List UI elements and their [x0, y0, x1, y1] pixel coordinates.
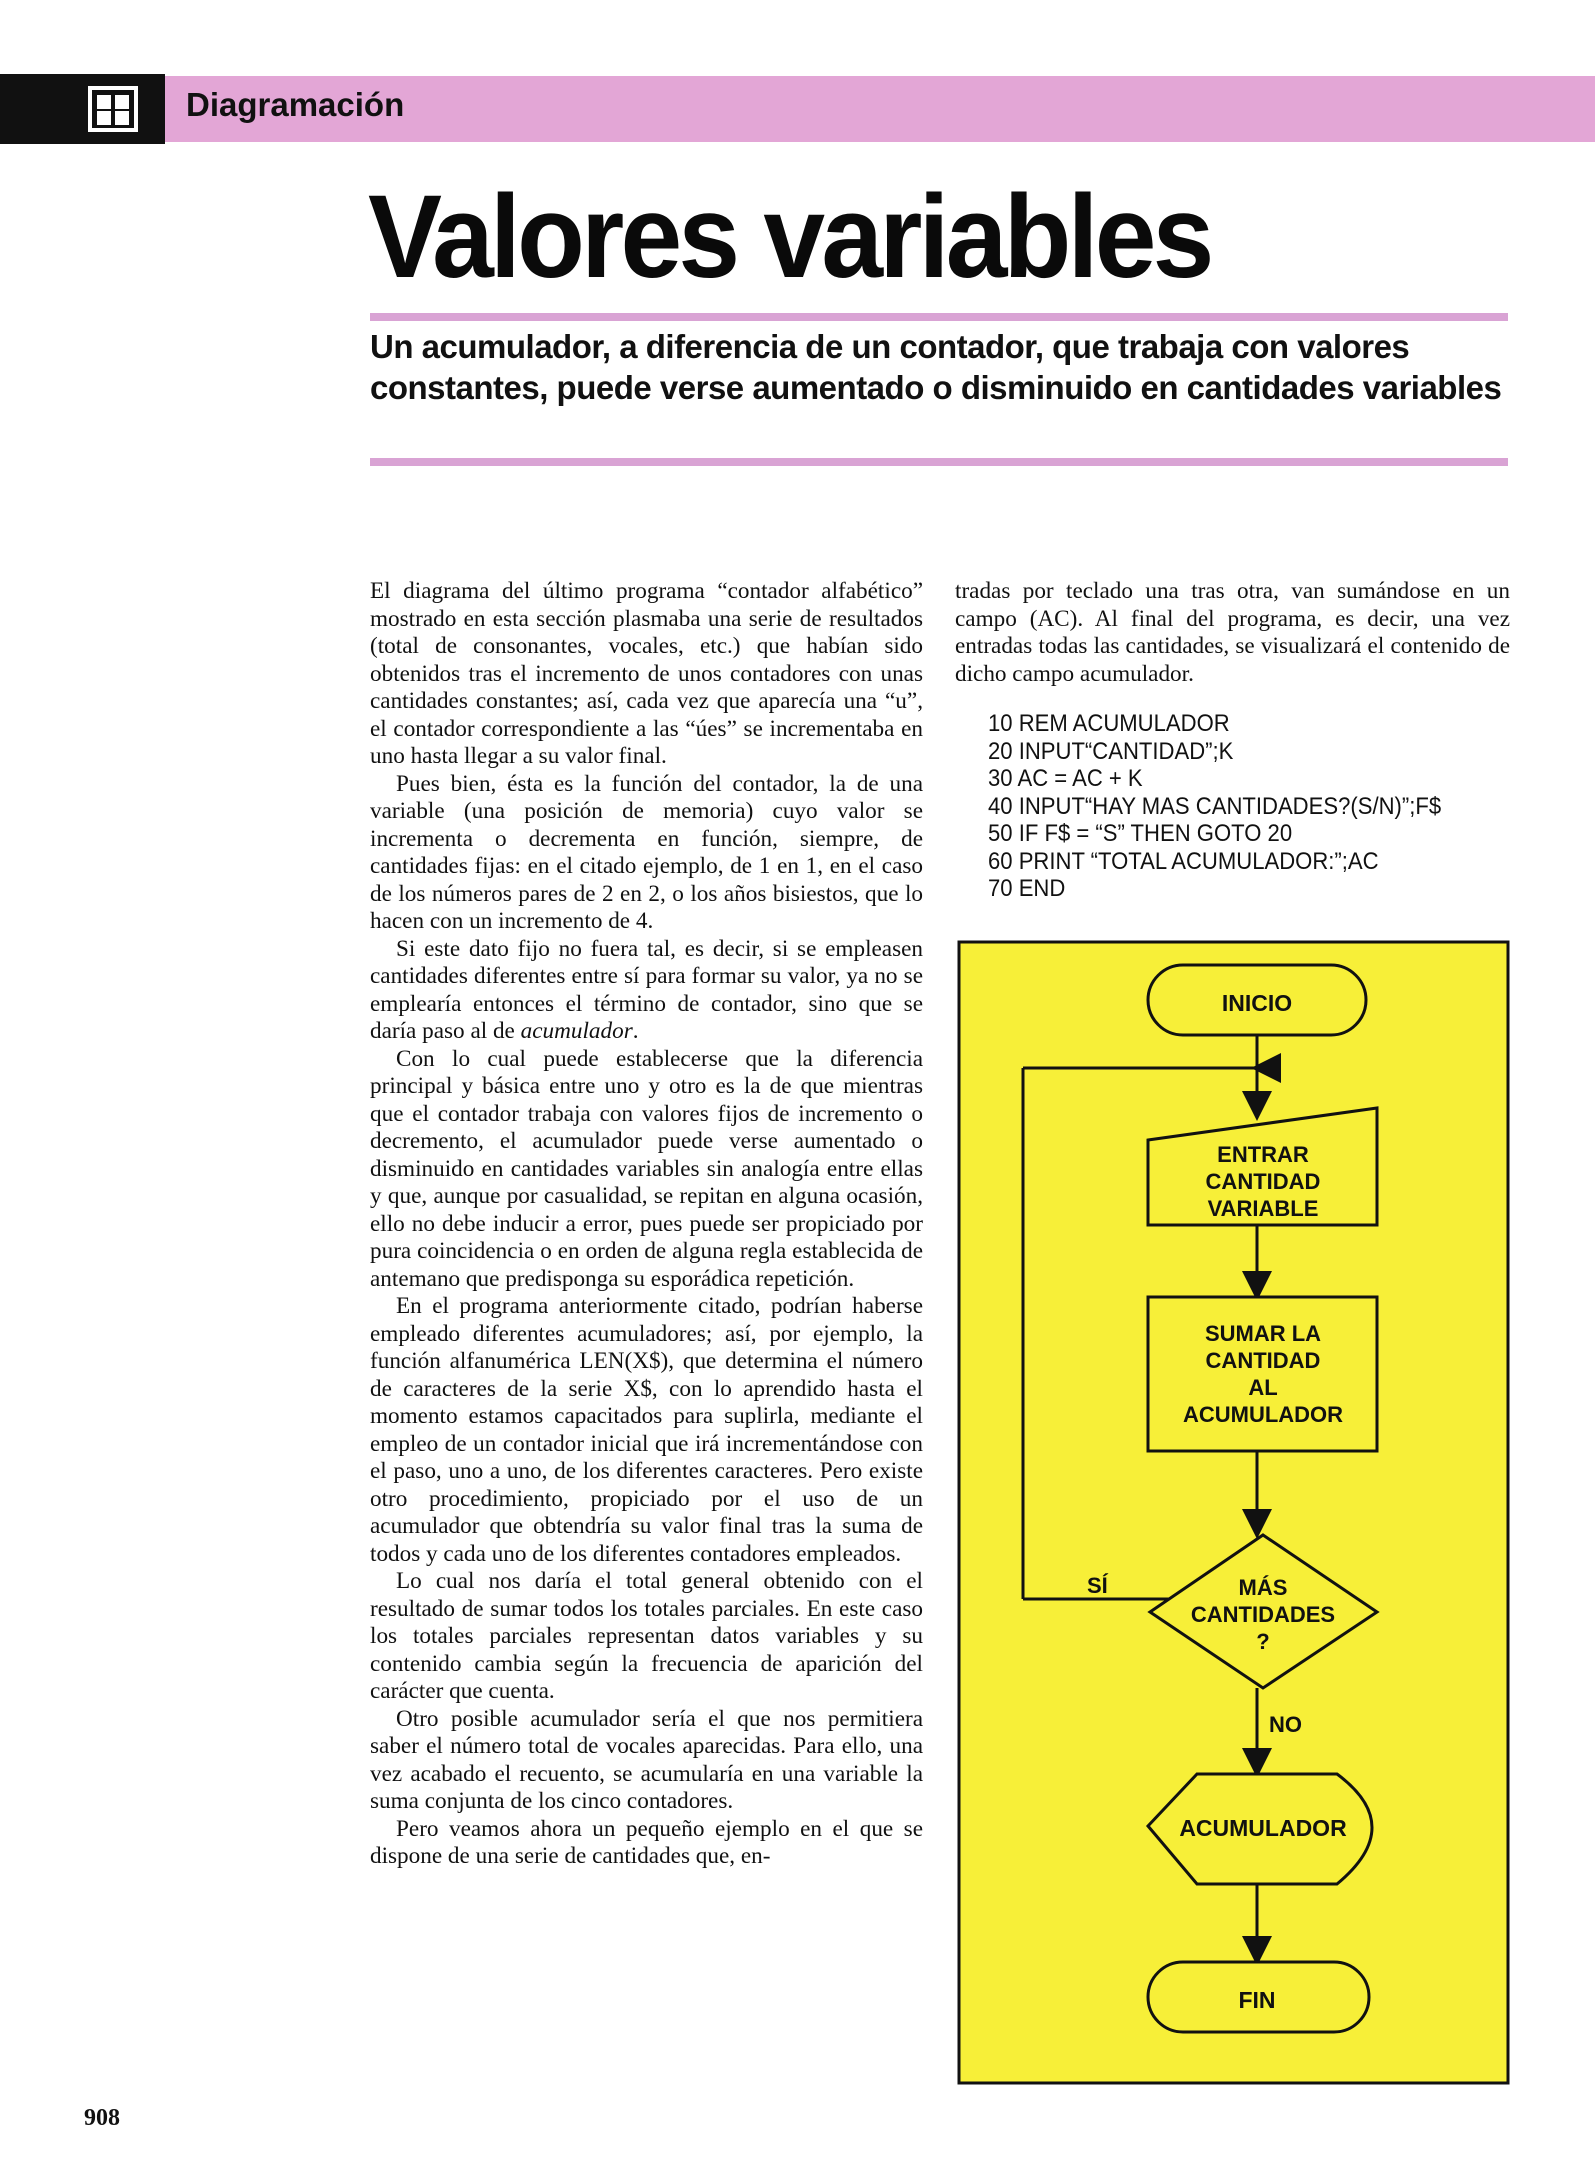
- page-title: Valores variables: [368, 171, 1211, 303]
- decision-label-line: MÁS: [1238, 1575, 1288, 1600]
- process-label-line: ACUMULADOR: [1182, 1402, 1344, 1427]
- yes-label: SÍ: [1087, 1573, 1108, 1598]
- start-label: INICIO: [1221, 990, 1293, 1016]
- paragraph: El diagrama del último programa “contador alfabético” mostrado en esta sección plasmaba una serie de resultados (total de consonantes, vocales, etc.) que habían sido obtenidos tras el incremento de unos contadores con unas cantidades constantes; así, cada vez que aparecía una “u”, el contador correspondiente a las “úes” se incrementaba en uno hasta llegar a su valor final.: [370, 578, 923, 769]
- process-label-line: CANTIDAD: [1205, 1348, 1321, 1373]
- section-label: Diagramación: [186, 86, 405, 123]
- end-label: FIN: [1238, 1987, 1276, 2013]
- paragraph: Con lo cual puede establecerse que la diferencia principal y básica entre uno y otro es la de que mientras que el contador trabaja con valores fijos de incremento o decremento, el acumulador puede verse aumentado o disminuido en cantidades variables sin analogía entre ellas y que, aunque por casualidad, se repitan en alguna ocasión, ello no debe inducir a error, pues puede ser propiciado por pura coincidencia o en orden de alguna regla establecida de antemano que predisponga su esporádica repetición.: [370, 1045, 923, 1292]
- paragraph: Pero veamos ahora un pequeño ejemplo en el que se dispone de una serie de cantidades que, en-: [370, 1815, 923, 1869]
- decision-label-line: ?: [1256, 1629, 1270, 1654]
- process-label-line: SUMAR LA: [1204, 1321, 1322, 1346]
- section-header-tab: [0, 74, 165, 144]
- display-label: ACUMULADOR: [1179, 1815, 1347, 1841]
- code-line: 60 PRINT “TOTAL ACUMULADOR:”;AC: [988, 847, 1379, 875]
- code-listing: [988, 710, 1481, 903]
- subtitle-rule-top: [370, 313, 1508, 321]
- code-line: 30 AC = AC + K: [988, 765, 1143, 792]
- page-number: 908: [84, 2105, 120, 2131]
- code-line: 10 REM ACUMULADOR: [988, 710, 1230, 737]
- paragraph: Pues bien, ésta es la función del contador, la de una variable (una posición de memoria) cuyo valor se incrementa o decrementa en función, siempre, de cantidades fijas: en el citado ejemplo, de 1 en 1, en el caso de los números pares de 2 en 2, o los años bisiestos, que lo hacen con un incremento de 4.: [370, 770, 923, 934]
- code-line: 40 INPUT“HAY MAS CANTIDADES?(S/N)”;F$: [988, 792, 1442, 820]
- emphasis-term: acumulador: [520, 1018, 633, 1044]
- paragraph: Si este dato fijo no fuera tal, es decir, si se empleasen cantidades diferentes entre sí para formar su valor, ya no se emplearía entonces el término de contador, sino que se daría paso al de acumulador.: [370, 935, 923, 1044]
- input-label-line: CANTIDAD: [1205, 1169, 1321, 1194]
- code-line: 70 END: [988, 875, 1066, 902]
- flowchart: [957, 940, 1510, 2085]
- decision-label-line: CANTIDADES: [1190, 1602, 1336, 1627]
- subtitle-rule-bottom: [370, 458, 1508, 466]
- section-book-icon: [88, 86, 138, 132]
- left-column: [370, 578, 923, 1871]
- paragraph: En el programa anteriormente citado, podrían haberse empleado diferentes acumuladores; así, por ejemplo, la función alfanumérica LEN(X$), que determina el número de caracteres de la serie X$, con lo aprendido hasta el momento estamos capacitados para suplirla, mediante el empleo de un contador inicial que irá incrementándose con el paso, uno a uno, de los diferentes caracteres. Pero existe otro procedimiento, propiciado por el uso de un acumulador que obtendría su valor final tras la suma de todos y cada uno de los diferentes contadores empleados.: [370, 1293, 923, 1567]
- input-label-line: ENTRAR: [1217, 1142, 1309, 1167]
- input-label-line: VARIABLE: [1207, 1196, 1319, 1221]
- right-column: [955, 578, 1510, 688]
- no-label: NO: [1269, 1712, 1302, 1737]
- code-line: 50 IF F$ = “S” THEN GOTO 20: [988, 820, 1293, 847]
- page-subtitle: Un acumulador, a diferencia de un contador, que trabaja con valores constantes, puede verse aumentado o disminuido en cantidades variables: [370, 328, 1502, 406]
- paragraph: Otro posible acumulador sería el que nos permitiera saber el número total de vocales aparecidas. Para ello, una vez acabado el recuento, se acumularía en una variable la suma conjunta de los cinco contadores.: [370, 1705, 923, 1814]
- process-label-line: AL: [1248, 1375, 1278, 1400]
- paragraph: Lo cual nos daría el total general obtenido con el resultado de sumar todos los totales parciales. En este caso los totales parciales representan datos variables y su contenido cambia según la frecuencia de aparición del carácter que cuenta.: [370, 1568, 923, 1704]
- flowchart-background: [959, 942, 1508, 2083]
- paragraph: tradas por teclado una tras otra, van sumándose en un campo (AC). Al final del programa, es decir, una vez entradas todas las cantidades, se visualizará el contenido de dicho campo acumulador.: [955, 578, 1510, 687]
- code-line: 20 INPUT“CANTIDAD”;K: [988, 737, 1234, 765]
